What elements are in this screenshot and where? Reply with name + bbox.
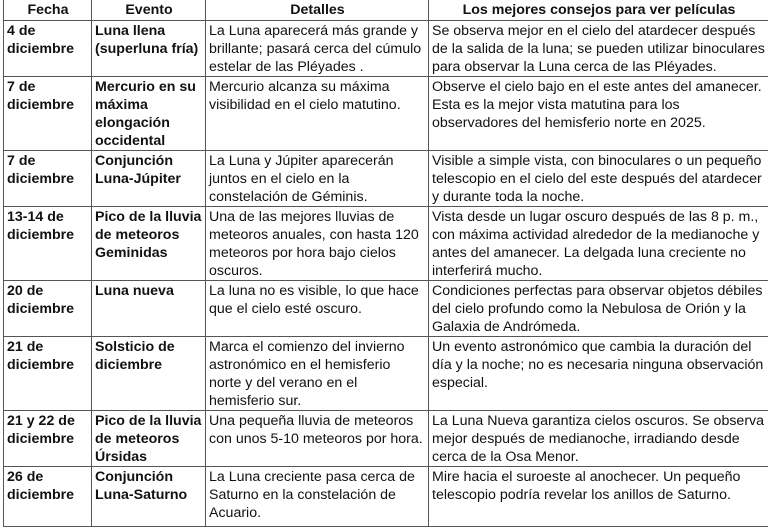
events-table bbox=[3, 0, 768, 527]
table-row bbox=[4, 411, 768, 467]
header-fecha: Fecha bbox=[4, 0, 92, 21]
cell-fecha: 20 de diciembre bbox=[4, 281, 92, 337]
table-row bbox=[4, 207, 768, 281]
cell-fecha: 7 de diciembre bbox=[4, 151, 92, 207]
cell-consejos: Condiciones perfectas para observar objetos débiles del cielo profundo como la Nebulosa de Orión y la Galaxia de Andrómeda. bbox=[429, 281, 768, 337]
cell-fecha: 13-14 de diciembre bbox=[4, 207, 92, 281]
cell-evento: Luna nueva bbox=[92, 281, 206, 337]
cell-fecha: 7 de diciembre bbox=[4, 77, 92, 151]
table-row bbox=[4, 281, 768, 337]
cell-evento: Luna llena (superluna fría) bbox=[92, 21, 206, 77]
cell-consejos: La Luna Nueva garantiza cielos oscuros. Se observa mejor después de medianoche, irradiando desde cerca de la Osa Menor. bbox=[429, 411, 768, 467]
cell-evento: Pico de la lluvia de meteoros Geminidas bbox=[92, 207, 206, 281]
cell-evento: Conjunción Luna-Júpiter bbox=[92, 151, 206, 207]
cell-fecha: 21 de diciembre bbox=[4, 337, 92, 411]
cell-consejos: Un evento astronómico que cambia la duración del día y la noche; no es necesaria ninguna observación especial. bbox=[429, 337, 768, 411]
header-row bbox=[4, 0, 768, 21]
header-consejos: Los mejores consejos para ver películas bbox=[429, 0, 768, 21]
table-row bbox=[4, 77, 768, 151]
cell-fecha: 26 de diciembre bbox=[4, 467, 92, 527]
cell-fecha: 4 de diciembre bbox=[4, 21, 92, 77]
cell-consejos: Se observa mejor en el cielo del atardecer después de la salida de la luna; se pueden utilizar binoculares para observar la Luna cerca de las Pléyades. bbox=[429, 21, 768, 77]
cell-detalles: La luna no es visible, lo que hace que el cielo esté oscuro. bbox=[206, 281, 429, 337]
cell-consejos: Visible a simple vista, con binoculares o un pequeño telescopio en el cielo del este después del atardecer y durante toda la noche. bbox=[429, 151, 768, 207]
table-row bbox=[4, 467, 768, 527]
cell-detalles: La Luna y Júpiter aparecerán juntos en el cielo en la constelación de Géminis. bbox=[206, 151, 429, 207]
cell-detalles: Mercurio alcanza su máxima visibilidad en el cielo matutino. bbox=[206, 77, 429, 151]
cell-consejos: Vista desde un lugar oscuro después de las 8 p. m., con máxima actividad alrededor de la medianoche y antes del amanecer. La delgada luna creciente no interferirá mucho. bbox=[429, 207, 768, 281]
cell-detalles: La Luna creciente pasa cerca de Saturno en la constelación de Acuario. bbox=[206, 467, 429, 527]
cell-consejos: Mire hacia el suroeste al anochecer. Un pequeño telescopio podría revelar los anillos de Saturno. bbox=[429, 467, 768, 527]
cell-detalles: Una pequeña lluvia de meteoros con unos 5-10 meteoros por hora. bbox=[206, 411, 429, 467]
header-detalles: Detalles bbox=[206, 0, 429, 21]
cell-evento: Mercurio en su máxima elongación occidental bbox=[92, 77, 206, 151]
cell-detalles: Marca el comienzo del invierno astronómico en el hemisferio norte y del verano en el hemisferio sur. bbox=[206, 337, 429, 411]
table-row bbox=[4, 337, 768, 411]
cell-evento: Conjunción Luna-Saturno bbox=[92, 467, 206, 527]
cell-detalles: Una de las mejores lluvias de meteoros anuales, con hasta 120 meteoros por hora bajo cielos oscuros. bbox=[206, 207, 429, 281]
table-row bbox=[4, 151, 768, 207]
table-row bbox=[4, 21, 768, 77]
header-evento: Evento bbox=[92, 0, 206, 21]
cell-evento: Solsticio de diciembre bbox=[92, 337, 206, 411]
cell-evento: Pico de la lluvia de meteoros Úrsidas bbox=[92, 411, 206, 467]
cell-detalles: La Luna aparecerá más grande y brillante; pasará cerca del cúmulo estelar de las Pléyades . bbox=[206, 21, 429, 77]
cell-consejos: Observe el cielo bajo en el este antes del amanecer. Esta es la mejor vista matutina para los observadores del hemisferio norte en 2025. bbox=[429, 77, 768, 151]
cell-fecha: 21 y 22 de diciembre bbox=[4, 411, 92, 467]
